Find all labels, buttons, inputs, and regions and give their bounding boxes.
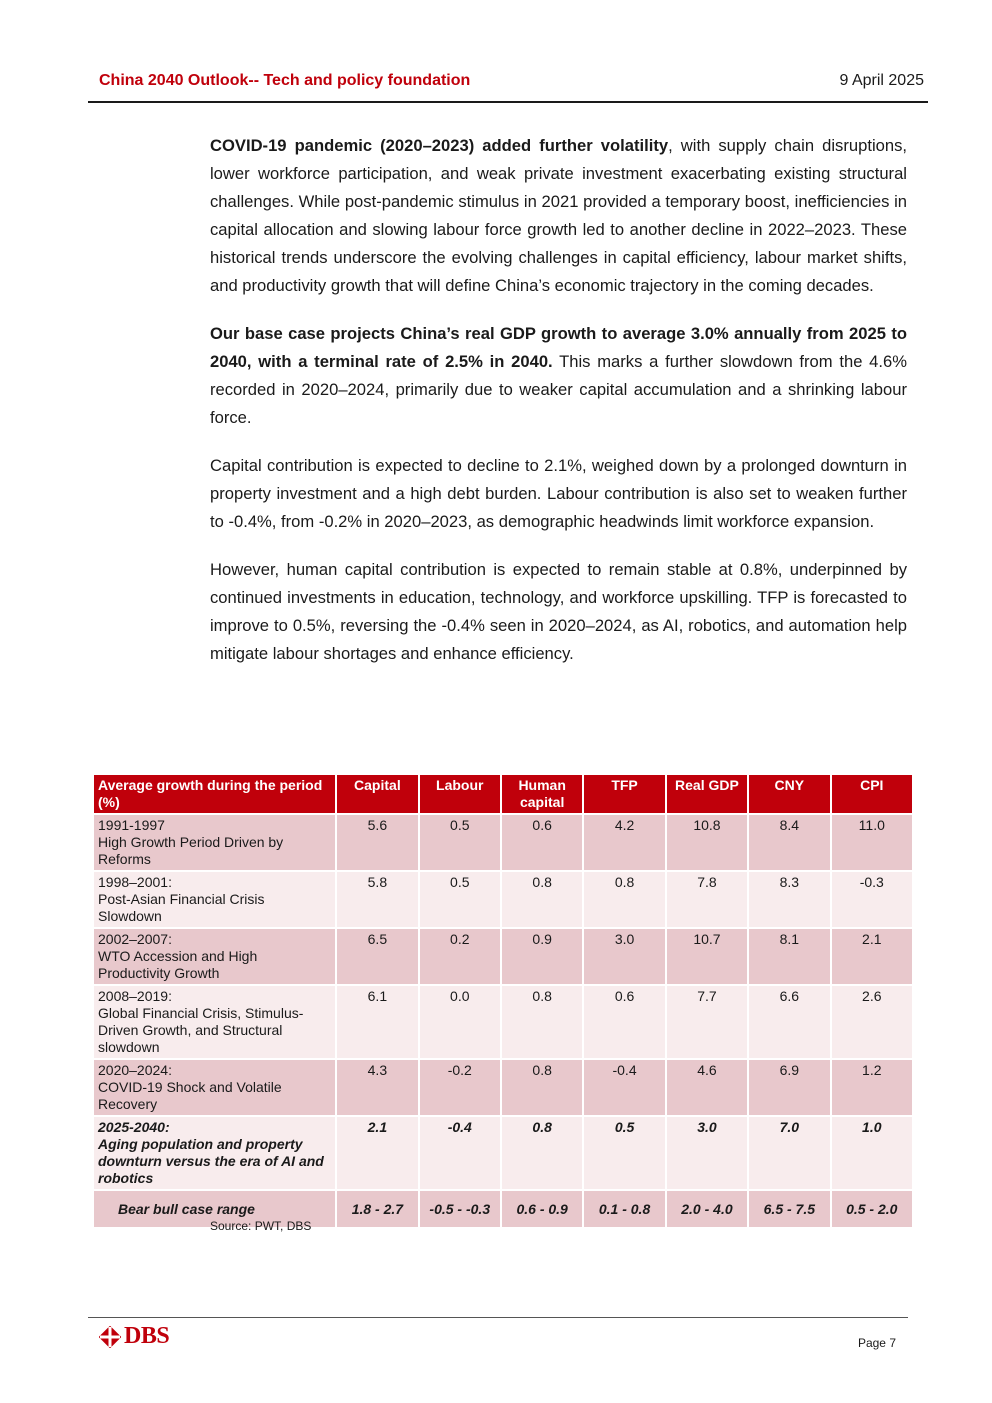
row-label: 2008–2019: Global Financial Crisis, Stimulus-Driven Growth, and Structural slowdown [94, 986, 335, 1060]
table-cell: 6.5 [337, 929, 417, 986]
table-cell: 4.3 [337, 1060, 417, 1117]
page-number: Page 7 [857, 1336, 896, 1350]
table-cell: 0.1 - 0.8 [584, 1191, 664, 1229]
table-cell: 4.2 [584, 815, 664, 872]
paragraph-2-text: This marks a further slowdown from the 4.6% recorded in 2020–2024, primarily due to weaker capital accumulation and a shrinking labour force. [210, 352, 907, 427]
table-cell: -0.4 [584, 1060, 664, 1117]
table-cell: 6.5 - 7.5 [749, 1191, 829, 1229]
table-cell: 10.8 [667, 815, 747, 872]
table-cell: -0.3 [832, 872, 912, 929]
source-note: Source: PWT, DBS [210, 1219, 312, 1233]
column-header: Labour [420, 775, 500, 815]
column-header: Human capital [502, 775, 582, 815]
dbs-logo [99, 1323, 169, 1350]
table-cell: 8.4 [749, 815, 829, 872]
paragraph-3-text: Capital contribution is expected to decline to 2.1%, weighed down by a prolonged downturn in property investment and a high debt burden. Labour contribution is also set to weaken further to -0.4%, from -0.2% in 2020–2023, as demographic headwinds limit workforce expansion. [210, 456, 907, 531]
table-cell: 5.6 [337, 815, 417, 872]
table-cell: 7.8 [667, 872, 747, 929]
header-divider [88, 101, 928, 103]
row-label: 1998–2001: Post-Asian Financial Crisis Slowdown [94, 872, 335, 929]
table-row [94, 929, 912, 986]
row-label: 2020–2024: COVID-19 Shock and Volatile Recovery [94, 1060, 335, 1117]
table-cell: 4.6 [667, 1060, 747, 1117]
paragraph-2-bold: Our base case projects China’s real GDP growth to average 3.0% annually from 2025 to 2040, with a terminal rate of 2.5% in 2040. [210, 324, 907, 371]
table-cell: 3.0 [667, 1117, 747, 1191]
column-header: CNY [749, 775, 829, 815]
table-cell: 0.9 [502, 929, 582, 986]
column-header: TFP [584, 775, 664, 815]
table-header-row [94, 775, 912, 815]
table-cell: 0.8 [502, 872, 582, 929]
table-row-forecast [94, 1117, 912, 1191]
table-cell: 2.6 [832, 986, 912, 1060]
table-cell: 0.6 - 0.9 [502, 1191, 582, 1229]
table-row [94, 986, 912, 1060]
table-cell: 0.6 [584, 986, 664, 1060]
paragraph-1 [210, 132, 907, 300]
row-label: 2025-2040: Aging population and property downturn versus the era of AI and robotics [94, 1117, 335, 1191]
table-cell: 0.8 [502, 1117, 582, 1191]
table-cell: 2.1 [337, 1117, 417, 1191]
column-header: Real GDP [667, 775, 747, 815]
table-cell: 1.0 [832, 1117, 912, 1191]
column-header: Average growth during the period (%) [94, 775, 335, 815]
table-cell: 0.8 [502, 986, 582, 1060]
paragraph-2 [210, 320, 907, 432]
growth-table [92, 775, 914, 1229]
table-row [94, 872, 912, 929]
report-date: 9 April 2025 [839, 72, 924, 89]
table-cell: 10.7 [667, 929, 747, 986]
dbs-logo-text: DBS [124, 1323, 170, 1349]
row-label: 2002–2007: WTO Accession and High Productivity Growth [94, 929, 335, 986]
paragraph-4-text: However, human capital contribution is expected to remain stable at 0.8%, underpinned by continued investments in education, technology, and workforce upskilling. TFP is forecasted to improve to 0.5%, reversing the -0.4% seen in 2020–2024, as AI, robotics, and automation help mitigate labour shortages and enhance efficiency. [210, 560, 907, 663]
paragraph-1-text: , with supply chain disruptions, lower workforce participation, and weak private investment exacerbating existing structural challenges. While post-pandemic stimulus in 2021 provided a temporary boost, inefficiencies in capital allocation and slowing labour force growth led to another decline in 2022–2023. These historical trends underscore the evolving challenges in capital efficiency, labour market shifts, and productivity growth that will define China’s economic trajectory in the coming decades. [210, 136, 907, 295]
row-label: Bear bull case range [94, 1191, 335, 1229]
table-cell: -0.2 [420, 1060, 500, 1117]
table-cell: 0.8 [584, 872, 664, 929]
column-header: Capital [337, 775, 417, 815]
paragraph-4 [210, 556, 907, 668]
table-cell: 1.8 - 2.7 [337, 1191, 417, 1229]
table-cell: 8.3 [749, 872, 829, 929]
table-cell: 0.5 [420, 872, 500, 929]
paragraph-3 [210, 452, 907, 536]
paragraph-1-bold: COVID-19 pandemic (2020–2023) added further volatility [210, 136, 669, 155]
table-cell: 0.8 [502, 1060, 582, 1117]
table-cell: 0.5 - 2.0 [832, 1191, 912, 1229]
table-cell: 0.2 [420, 929, 500, 986]
table-cell: 6.1 [337, 986, 417, 1060]
body-text [210, 132, 907, 688]
table-cell: 8.1 [749, 929, 829, 986]
table-cell: 0.6 [502, 815, 582, 872]
table-cell: 6.9 [749, 1060, 829, 1117]
table-cell: 5.8 [337, 872, 417, 929]
table-cell: 2.0 - 4.0 [667, 1191, 747, 1229]
table-cell: 7.7 [667, 986, 747, 1060]
table-cell: 2.1 [832, 929, 912, 986]
report-title: China 2040 Outlook-- Tech and policy foundation [99, 72, 471, 89]
table-row [94, 1060, 912, 1117]
table-cell: 0.5 [584, 1117, 664, 1191]
footer-divider [88, 1317, 908, 1318]
table-row [94, 815, 912, 872]
table-cell: 3.0 [584, 929, 664, 986]
row-label: 1991-1997 High Growth Period Driven by Reforms [94, 815, 335, 872]
table-cell: 6.6 [749, 986, 829, 1060]
column-header: CPI [832, 775, 912, 815]
dbs-logo-mark-icon [99, 1326, 121, 1348]
table-cell: 0.5 [420, 815, 500, 872]
table-cell: -0.5 - -0.3 [420, 1191, 500, 1229]
table-cell: 1.2 [832, 1060, 912, 1117]
table-cell: 7.0 [749, 1117, 829, 1191]
table-cell: -0.4 [420, 1117, 500, 1191]
table-cell: 0.0 [420, 986, 500, 1060]
table-cell: 11.0 [832, 815, 912, 872]
